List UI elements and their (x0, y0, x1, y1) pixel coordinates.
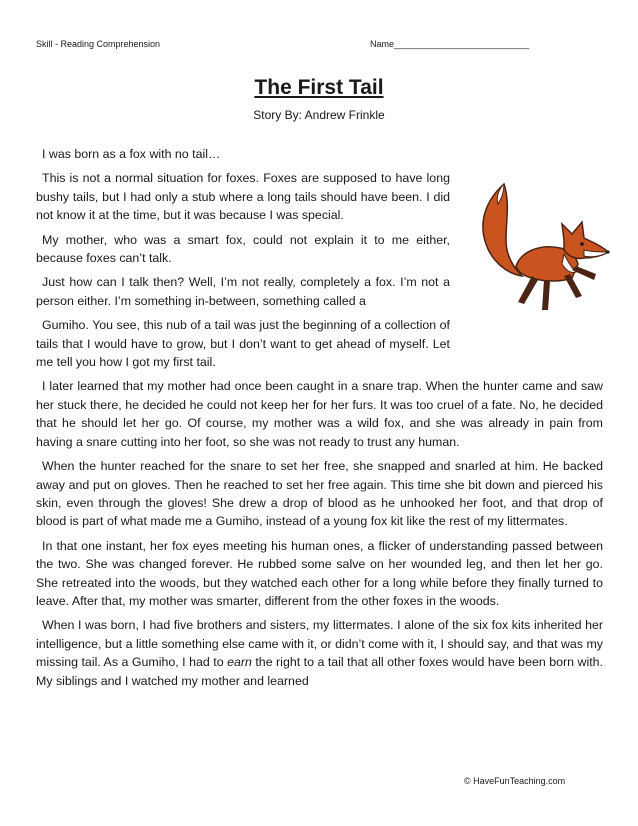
story-paragraph: My mother, who was a smart fox, could not explain it to me either, because foxes can’t talk. (36, 232, 450, 266)
story-paragraph: I was born as a fox with no tail… (42, 147, 221, 161)
story-paragraph: When the hunter reached for the snare to set her free, she snapped and snarled at him. He backed away and put on gloves. Then he reached to set her free again. This time she bit down and pierced his skin, even through the gloves! She drew a drop of blood as he unhooked her foot, and that drop of blood is part of what made me a Gumiho, instead of a young fox kit like the rest of my littermates. (36, 459, 603, 529)
story-paragraph-last (36, 616, 603, 690)
copyright-footer: © HaveFunTeaching.com (464, 776, 566, 786)
text-run: the right to a tail that all other foxes would have been born with. My siblings and I watched my mother and learned (36, 655, 603, 688)
story-paragraph: In that one instant, her fox eyes meeting his human ones, a flicker of understanding passed between the two. She was changed forever. He rubbed some salve on her wounded leg, and then let her go. She retreated into the woods, but they watched each other for a long while before they finally turned to leave. After that, my mother was smarter, different from the other foxes in the woods. (36, 538, 603, 608)
story-byline: Story By: Andrew Frinkle (253, 108, 385, 122)
text-run: When I was born, I had five brothers and sisters, my littermates. I alone of the six fox kits inherited her intelligence, but a little something else came with it, or didn’t come with it, I should say, and that was my missing tail. As a Gumiho, I had to (36, 618, 603, 670)
skill-label: Skill - Reading Comprehension (36, 39, 161, 49)
story-paragraph: I later learned that my mother had once been caught in a snare trap. When the hunter came and saw her stuck there, he decided he could not keep her for her furs. It was too cruel of a fate. No, he decided that he should let her go. Of course, my mother was a wild fox, and she was already in pain from having a snare cutting into her foot, so she was not ready to trust any human. (36, 379, 603, 449)
story-paragraph: Gumiho. You see, this nub of a tail was just the beginning of a collection of tails that I would have to grow, but I don’t want to get ahead of myself. Let me tell you how I got my first tail. (36, 318, 450, 370)
story-paragraph: Just how can I talk then? Well, I’m not really, completely a fox. I’m not a person either. I’m something in-between, something called a (36, 275, 450, 308)
story-paragraph: This is not a normal situation for foxes. Foxes are supposed to have long bushy tails, but I had only a stub where a long tails should have been. I did not know it at the time, but it was because I was special. (36, 171, 450, 223)
page-title: The First Tail (254, 76, 384, 99)
name-field: Name___________________________ (370, 39, 530, 49)
emphasis-word: earn (227, 655, 252, 670)
story-text (36, 145, 603, 696)
